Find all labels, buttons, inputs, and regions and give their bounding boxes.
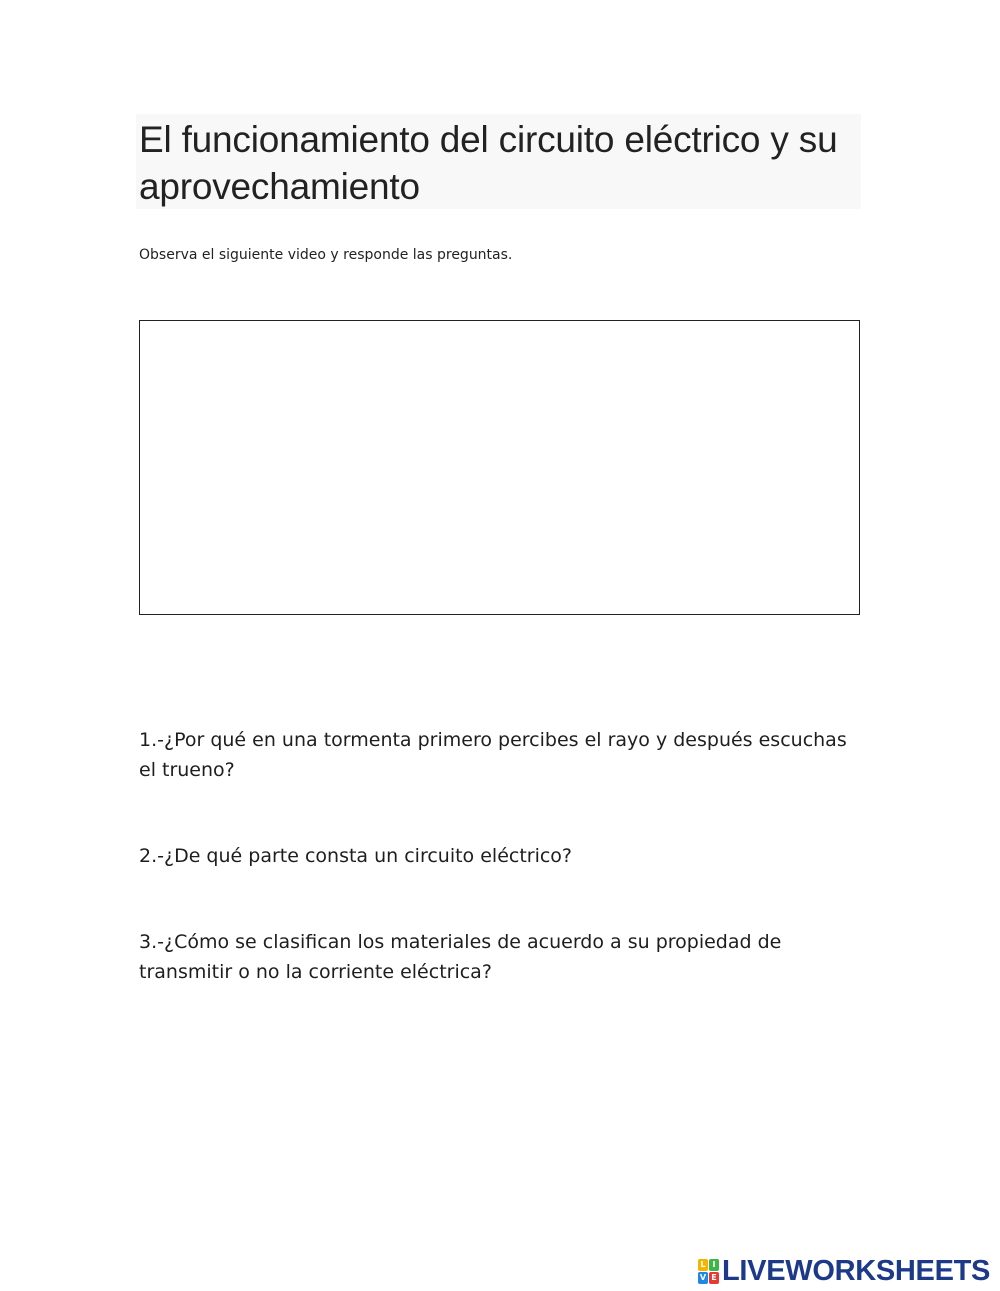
logo-mark-icon (698, 1259, 719, 1284)
liveworksheets-logo (698, 1257, 990, 1285)
logo-mark-tile: V (699, 1272, 707, 1282)
question-1: 1.-¿Por qué en una tormenta primero percibes el rayo y después escuchas el trueno? (139, 729, 847, 781)
logo-mark-tile: E (709, 1272, 719, 1284)
instruction-text: Observa el siguiente video y responde las preguntas. (139, 247, 513, 263)
question-2: 2.-¿De qué parte consta un circuito eléctrico? (139, 845, 573, 867)
logo-mark-tile: L (698, 1259, 708, 1271)
page-title: El funcionamiento del circuito eléctrico y su aprovechamiento (139, 119, 838, 207)
logo-mark-tile: I (709, 1259, 719, 1271)
logo-text: LIVEWORKSHEETS (722, 1255, 991, 1287)
video-placeholder[interactable] (139, 320, 860, 615)
question-3: 3.-¿Cómo se clasifican los materiales de acuerdo a su propiedad de transmitir o no la corriente eléctrica? (139, 931, 782, 983)
title-block (136, 114, 861, 209)
